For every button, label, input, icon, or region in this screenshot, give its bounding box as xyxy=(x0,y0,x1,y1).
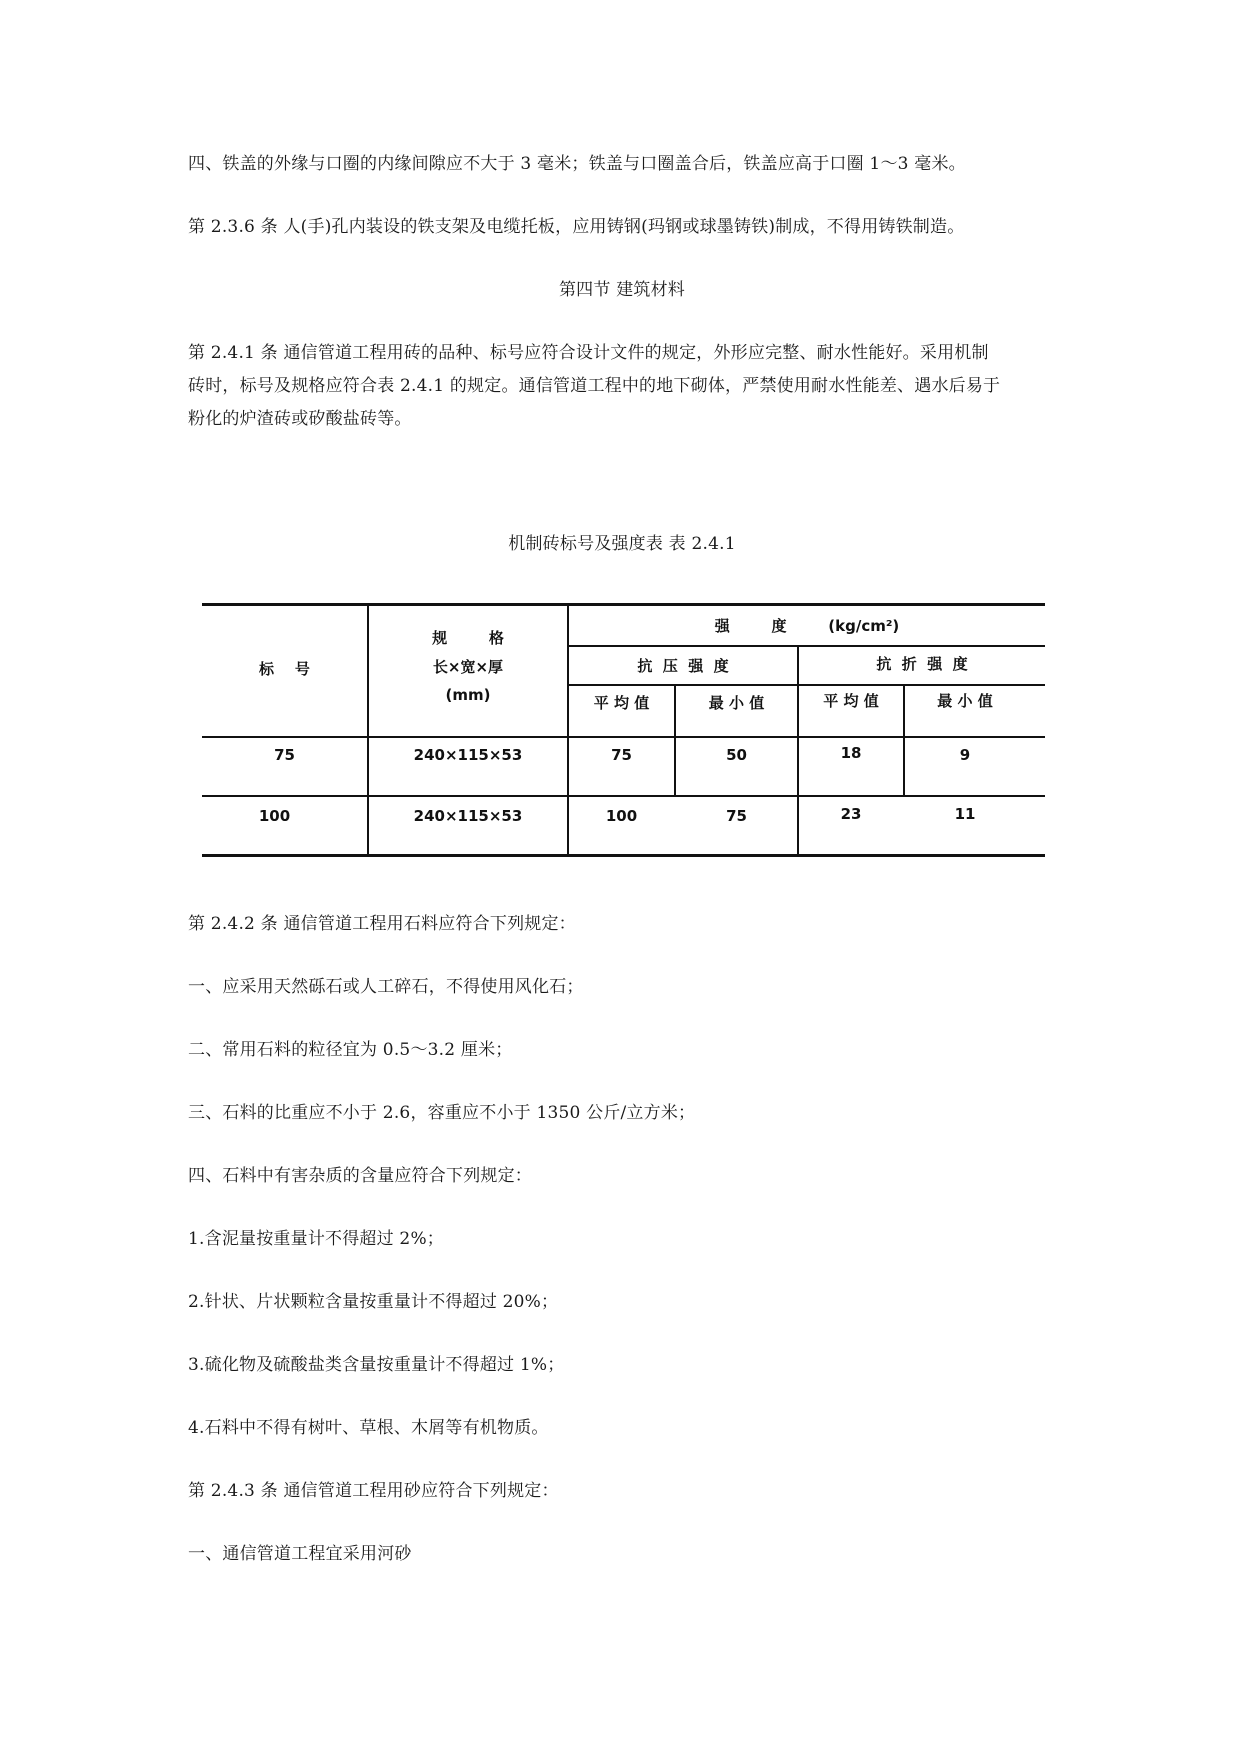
cell-flex-avg: 23 xyxy=(840,805,862,823)
brick-grade-table xyxy=(202,603,1045,857)
table-rule xyxy=(202,795,1045,797)
table-rule xyxy=(567,645,1045,647)
list-item-stone-impurities: 四、石料中有害杂质的含量应符合下列规定： xyxy=(188,1166,532,1186)
header-strength: 强 度 (kg/cm²) xyxy=(714,617,900,635)
cell-flex-min: 11 xyxy=(954,805,976,823)
cell-spec: 240×115×53 xyxy=(413,746,523,764)
cell-spec: 240×115×53 xyxy=(413,807,523,825)
cell-flex-min: 9 xyxy=(959,746,971,764)
cell-flex-avg: 18 xyxy=(840,744,862,762)
table-rule xyxy=(202,736,1045,738)
header-flexural-strength: 抗 折 强 度 xyxy=(876,655,968,673)
cell-comp-avg: 100 xyxy=(605,807,638,825)
cell-comp-min: 50 xyxy=(726,746,747,764)
sub-item-needle-flake: 2.针状、片状颗粒含量按重量计不得超过 20%； xyxy=(188,1292,559,1312)
list-item-stone-density: 三、石料的比重应不小于 2.6，容重应不小于 1350 公斤/立方米； xyxy=(188,1103,696,1123)
paragraph-article-2-4-3: 第 2.4.3 条 通信管道工程用砂应符合下列规定： xyxy=(188,1481,559,1501)
header-compressive-strength: 抗 压 强 度 xyxy=(637,657,729,675)
header-spec: 规 格 xyxy=(432,629,504,647)
header-grade: 标 号 xyxy=(259,660,310,678)
paragraph-article-2-3-6: 第 2.3.6 条 人(手)孔内装设的铁支架及电缆托板，应用铸钢(玛钢或球墨铸铁)制成，不得用铸铁制造。 xyxy=(188,217,965,237)
table-bottom-rule xyxy=(202,854,1045,857)
section-title: 第四节 建筑材料 xyxy=(558,280,685,300)
sub-item-organic: 4.石料中不得有树叶、草根、木屑等有机物质。 xyxy=(188,1418,549,1438)
header-spec-dimensions: 长×宽×厚 xyxy=(432,658,504,676)
table-rule xyxy=(567,684,1045,686)
header-compressive-avg: 平 均 值 xyxy=(593,694,650,712)
list-item-river-sand: 一、通信管道工程宜采用河砂 xyxy=(188,1544,412,1564)
table-caption: 机制砖标号及强度表 表 2.4.1 xyxy=(508,534,736,554)
sub-item-mud-content: 1.含泥量按重量计不得超过 2%； xyxy=(188,1229,444,1249)
header-spec-unit: (mm) xyxy=(445,686,491,704)
cell-grade: 75 xyxy=(274,746,295,764)
cell-comp-avg: 75 xyxy=(611,746,632,764)
list-item-stone-type: 一、应采用天然砾石或人工碎石，不得使用风化石； xyxy=(188,977,584,997)
header-flexural-min: 最 小 值 xyxy=(937,692,993,710)
paragraph-article-2-4-1-line1: 第 2.4.1 条 通信管道工程用砖的品种、标号应符合设计文件的规定，外形应完整、耐水性能好。采用机制 xyxy=(188,343,989,363)
paragraph-iron-cover-gap: 四、铁盖的外缘与口圈的内缘间隙应不大于 3 毫米；铁盖与口圈盖合后，铁盖应高于口圈 1～3 毫米。 xyxy=(188,154,966,174)
header-flexural-avg: 平 均 值 xyxy=(823,692,879,710)
paragraph-article-2-4-1-line2: 砖时，标号及规格应符合表 2.4.1 的规定。通信管道工程中的地下砌体，严禁使用耐水性能差、遇水后易于 xyxy=(188,376,1001,396)
sub-item-sulfide: 3.硫化物及硫酸盐类含量按重量计不得超过 1%； xyxy=(188,1355,565,1375)
header-compressive-min: 最 小 值 xyxy=(708,694,765,712)
table-top-rule xyxy=(202,603,1045,606)
cell-comp-min: 75 xyxy=(726,807,747,825)
paragraph-article-2-4-2: 第 2.4.2 条 通信管道工程用石料应符合下列规定： xyxy=(188,914,576,934)
list-item-stone-size: 二、常用石料的粒径宜为 0.5～3.2 厘米； xyxy=(188,1040,513,1060)
cell-grade: 100 xyxy=(258,807,291,825)
paragraph-article-2-4-1-line3: 粉化的炉渣砖或矽酸盐砖等。 xyxy=(188,409,412,429)
